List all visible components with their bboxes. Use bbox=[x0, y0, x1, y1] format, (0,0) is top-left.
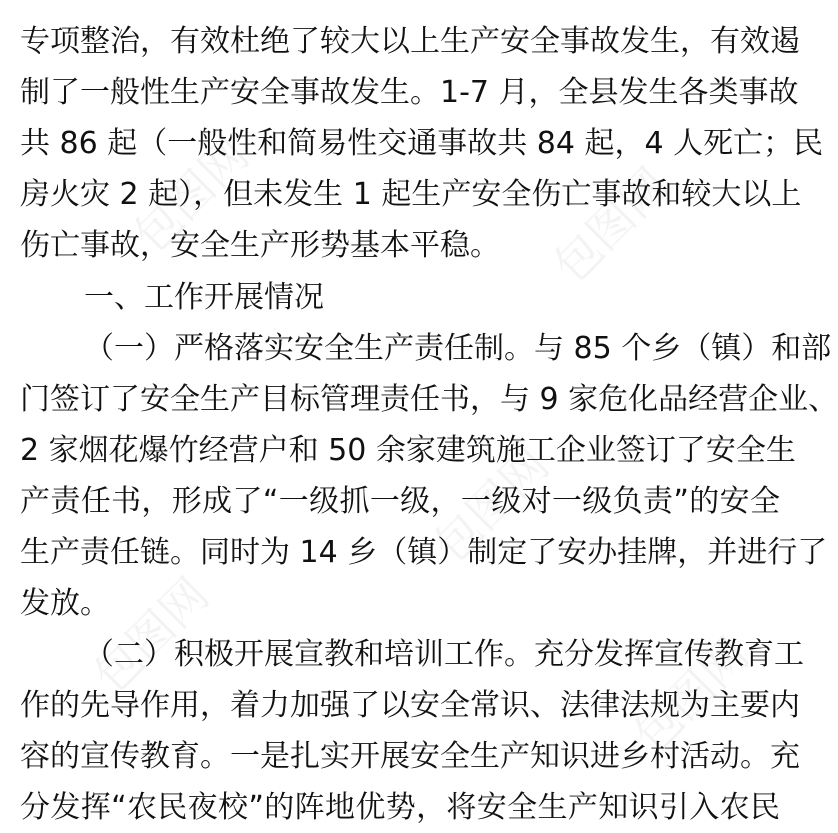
text-line: 发放。 bbox=[20, 586, 110, 621]
text-line: 分发挥“农民夜校”的阵地优势，将安全生产知识引入农民 bbox=[20, 790, 780, 825]
text-line: （一）严格落实安全生产责任制。与 85 个乡（镇）和部 bbox=[84, 331, 832, 366]
section-heading: 一、工作开展情况 bbox=[84, 280, 324, 315]
text-line: 产责任书，形成了“一级抓一级，一级对一级负责”的安全 bbox=[20, 484, 780, 519]
text-line: 房火灾 2 起），但未发生 1 起生产安全伤亡事故和较大以上 bbox=[20, 177, 802, 212]
text-line: 2 家烟花爆竹经营户和 50 余家建筑施工企业签订了安全生 bbox=[20, 433, 796, 468]
text-line: （二）积极开展宣教和培训工作。充分发挥宣传教育工 bbox=[84, 637, 804, 672]
text-line: 容的宣传教育。一是扎实开展安全生产知识进乡村活动。充 bbox=[20, 739, 800, 774]
text-line: 制了一般性生产安全事故发生。1-7 月，全县发生各类事故 bbox=[20, 75, 799, 110]
text-line: 共 86 起（一般性和简易性交通事故共 84 起，4 人死亡；民 bbox=[20, 126, 824, 161]
watermark: 包图网 bbox=[423, 437, 560, 574]
text-line: 作的先导作用，着力加强了以安全常识、法律法规为主要内 bbox=[20, 688, 800, 723]
text-line: 门签订了安全生产目标管理责任书，与 9 家危化品经营企业、 bbox=[20, 382, 838, 417]
text-line: 专项整治，有效杜绝了较大以上生产安全事故发生，有效遏 bbox=[20, 24, 800, 59]
watermark: 包图网 bbox=[543, 157, 680, 294]
watermark: 包图网 bbox=[83, 567, 220, 704]
text-line: 生产责任链。同时为 14 乡（镇）制定了安办挂牌，并进行了 bbox=[20, 535, 828, 570]
text-line: 伤亡事故，安全生产形势基本平稳。 bbox=[20, 228, 500, 263]
watermark: 包图网 bbox=[623, 627, 760, 764]
watermark: 包图网 bbox=[123, 127, 260, 264]
